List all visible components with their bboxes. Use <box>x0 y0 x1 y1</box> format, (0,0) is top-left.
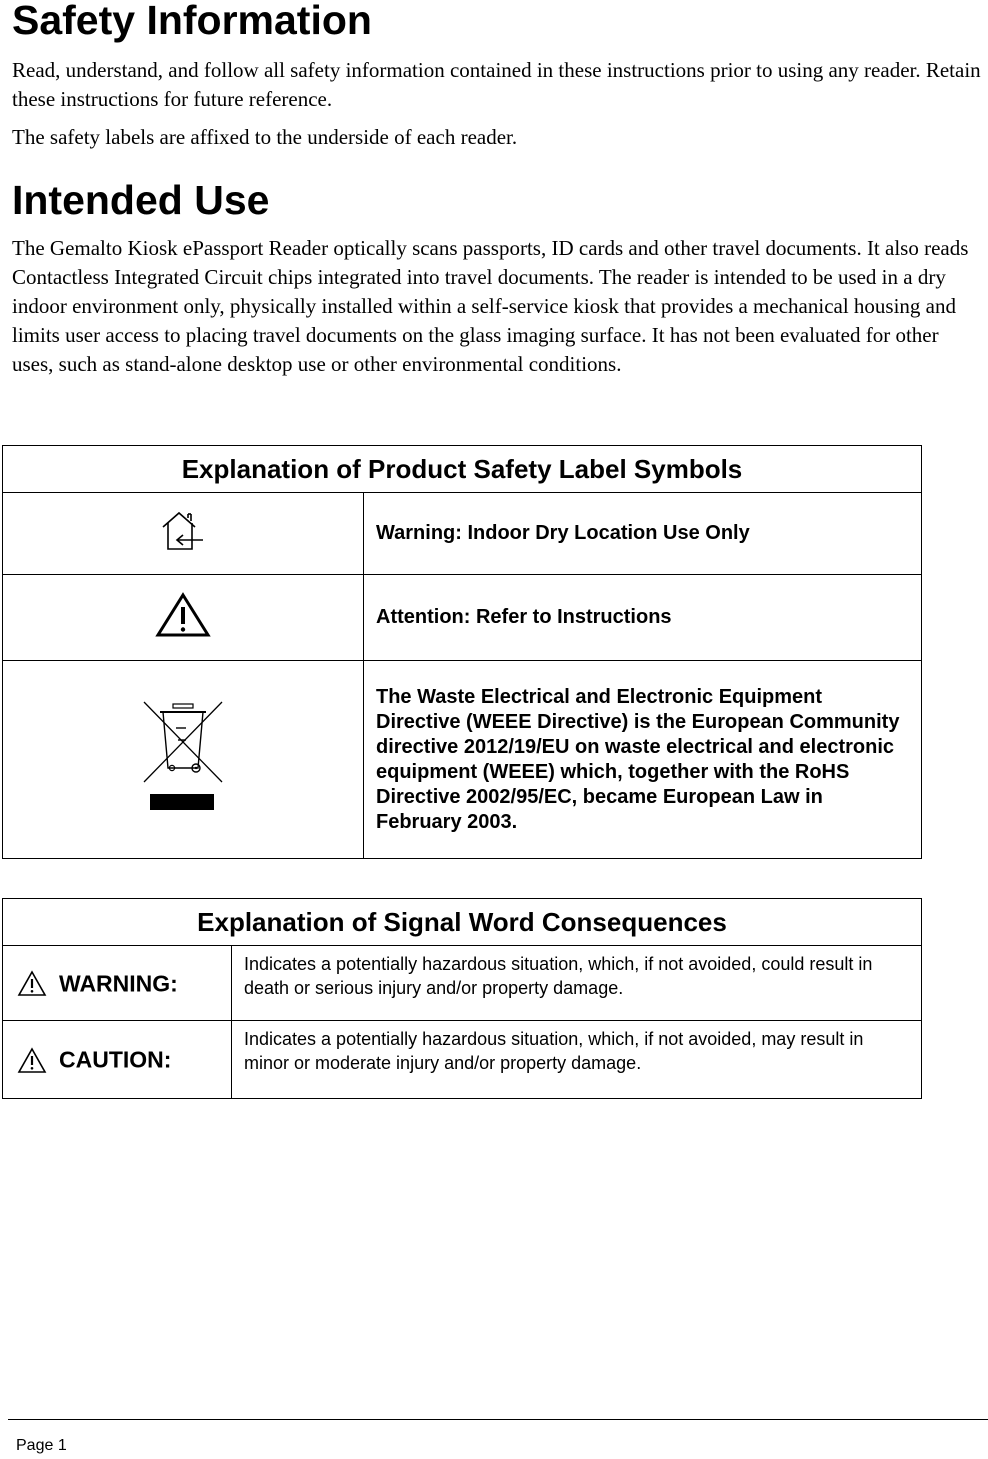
safety-information-heading: Safety Information <box>12 0 372 43</box>
intended-use-heading: Intended Use <box>12 177 270 223</box>
table-row <box>3 661 922 859</box>
warning-description: Indicates a potentially hazardous situation, which, if not avoided, could result in death or serious injury and/or property damage. <box>232 946 922 1021</box>
intended-use-paragraph: The Gemalto Kiosk ePassport Reader optically scans passports, ID cards and other travel documents. It also reads Contactless Integrated Circuit chips integrated into travel documents. The reader is intended to be used in a dry indoor environment only, physically installed within a self-service kiosk that provides a mechanical housing and limits user access to placing travel documents on the glass imaging surface. It has not been evaluated for other uses, such as stand-alone desktop use or other environmental conditions. <box>12 236 969 376</box>
indoor-dry-label: Warning: Indoor Dry Location Use Only <box>364 493 922 575</box>
label-table-title: Explanation of Product Safety Label Symbols <box>3 446 922 493</box>
warning-triangle-icon <box>155 592 211 638</box>
safety-intro-paragraph: Read, understand, and follow all safety information contained in these instructions prior to using any reader. Retain these instructions for future reference. <box>12 58 981 111</box>
symbol-cell <box>3 575 364 661</box>
footer-divider <box>8 1419 988 1420</box>
table-row <box>3 1021 922 1099</box>
signal-word-table <box>2 898 922 1099</box>
warning-triangle-icon <box>17 970 47 997</box>
refer-instructions-label: Attention: Refer to Instructions <box>364 575 922 661</box>
weee-bin-icon <box>138 696 228 818</box>
warning-word-cell <box>3 946 232 1021</box>
caution-description: Indicates a potentially hazardous situation, which, if not avoided, may result in minor or moderate injury and/or property damage. <box>232 1021 922 1099</box>
symbol-cell <box>3 493 364 575</box>
table-row <box>3 575 922 661</box>
safety-label-symbols-table <box>2 445 922 859</box>
safety-labels-paragraph: The safety labels are affixed to the underside of each reader. <box>12 125 518 149</box>
caution-word: CAUTION: <box>59 1046 172 1073</box>
symbol-cell <box>3 661 364 859</box>
warning-triangle-icon <box>17 1047 47 1074</box>
table-row <box>3 493 922 575</box>
indoor-use-icon <box>159 509 207 553</box>
table-row <box>3 946 922 1021</box>
weee-directive-label: The Waste Electrical and Electronic Equipment Directive (WEEE Directive) is the European Community directive 2012/19/EU on waste electrical and electronic equipment (WEEE) which, together with the RoHS Directive 2002/95/EC, became European Law in February 2003. <box>364 661 922 859</box>
caution-word-cell <box>3 1021 232 1099</box>
page-number: Page 1 <box>16 1437 67 1454</box>
warning-word: WARNING: <box>59 970 178 997</box>
signal-table-title: Explanation of Signal Word Consequences <box>3 899 922 946</box>
